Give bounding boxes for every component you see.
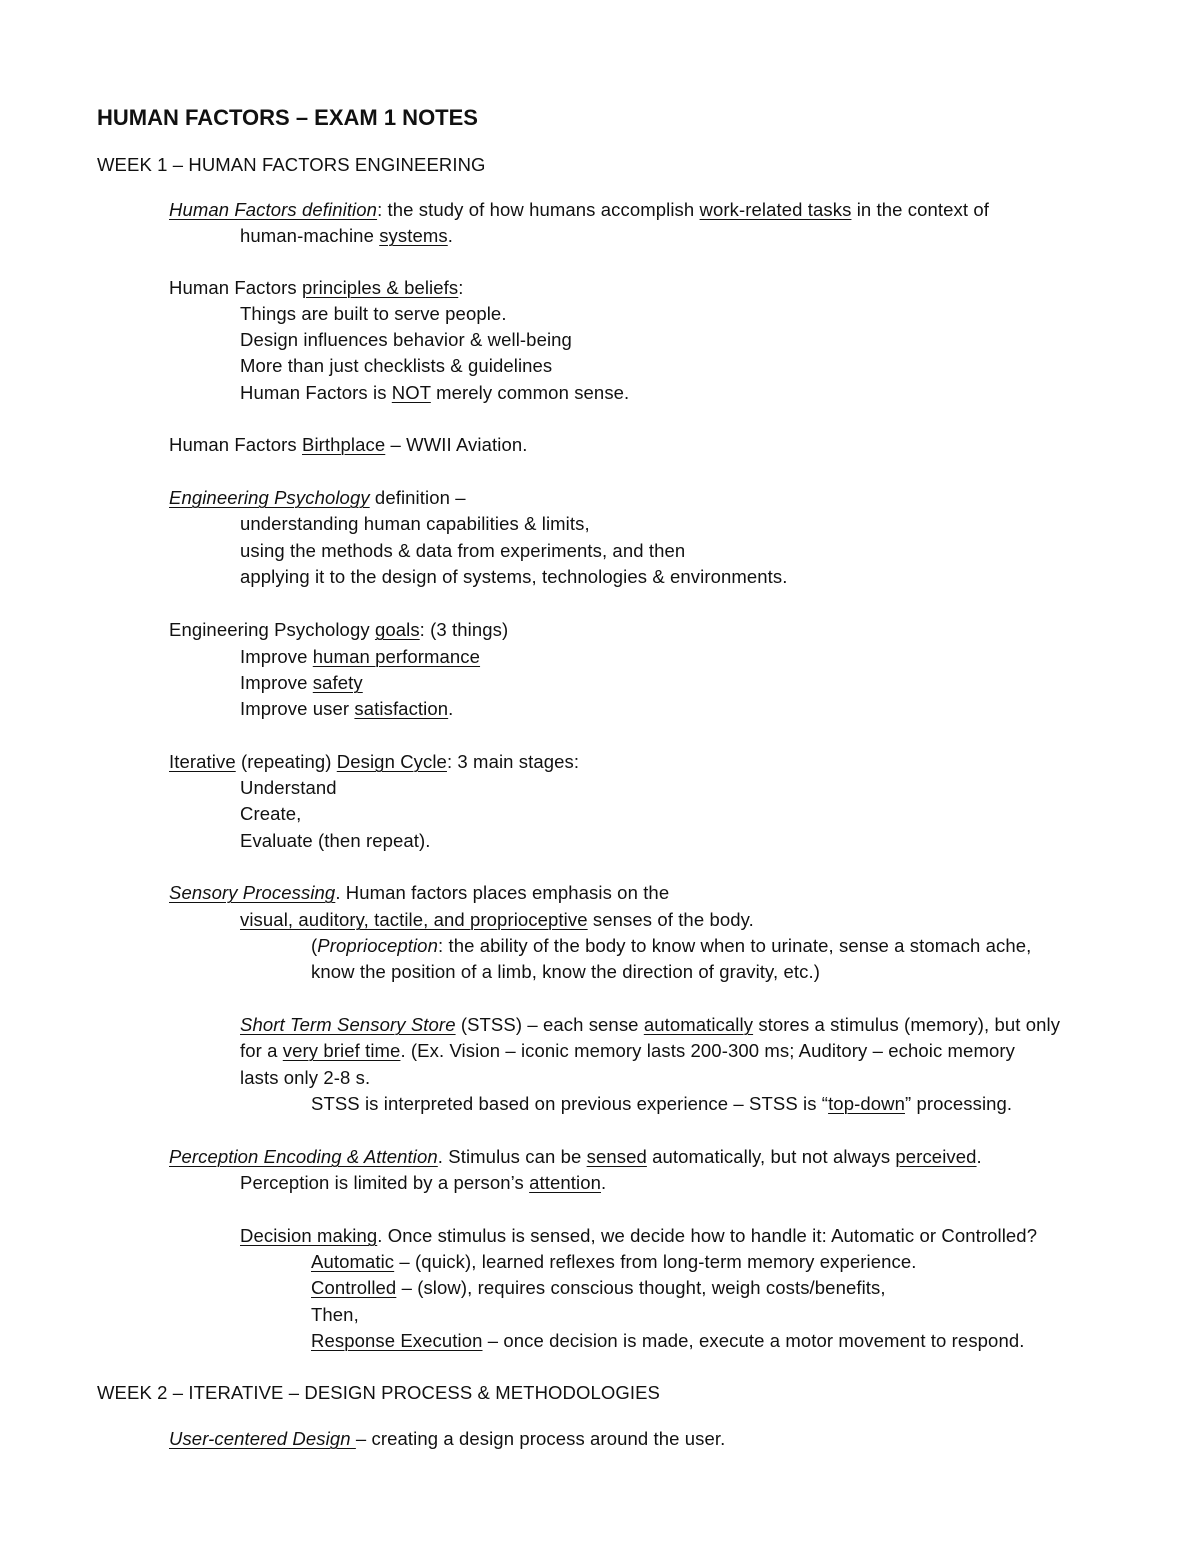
design-cycle-stage: Evaluate (then repeat). xyxy=(240,830,431,851)
stss-line-3: lasts only 2-8 s. xyxy=(240,1067,371,1088)
principle-item: Design influences behavior & well-being xyxy=(240,329,572,350)
ep-goal-item: Improve user satisfaction. xyxy=(240,698,454,719)
ep-goal-item: Improve safety xyxy=(240,672,363,693)
decision-then: Then, xyxy=(311,1304,359,1325)
sensory-heading: Sensory Processing. Human factors places emphasis on the xyxy=(169,882,670,903)
perception-term: Perception Encoding & Attention xyxy=(169,1146,438,1167)
week2-heading: WEEK 2 – ITERATIVE – DESIGN PROCESS & METHODOLOGIES xyxy=(97,1382,660,1403)
perception-heading: Perception Encoding & Attention. Stimulus can be sensed automatically, but not always perceived. xyxy=(169,1146,982,1167)
principle-item: Things are built to serve people. xyxy=(240,303,507,324)
hf-definition-line-2: human-machine systems. xyxy=(240,225,453,246)
perception-line-2: Perception is limited by a person’s attention. xyxy=(240,1172,607,1193)
ucd-term: User-centered Design xyxy=(169,1428,356,1449)
stss-line-4: STSS is interpreted based on previous experience – STSS is “top-down” processing. xyxy=(311,1093,1013,1114)
principle-item: More than just checklists & guidelines xyxy=(240,355,553,376)
design-cycle-stage: Create, xyxy=(240,803,302,824)
ep-definition-heading: Engineering Psychology definition – xyxy=(169,487,466,508)
stss-line-2: for a very brief time. (Ex. Vision – iconic memory lasts 200-300 ms; Auditory – echoic memory xyxy=(240,1040,1015,1061)
principles-heading: Human Factors principles & beliefs: xyxy=(169,277,464,298)
ep-goals-heading: Engineering Psychology goals: (3 things) xyxy=(169,619,509,640)
design-cycle-stage: Understand xyxy=(240,777,337,798)
proprioception-term: Proprioception xyxy=(317,935,438,956)
ep-definition-item: applying it to the design of systems, technologies & environments. xyxy=(240,566,788,587)
hf-definition-term: Human Factors definition xyxy=(169,199,378,220)
hf-work-related-tasks: work-related tasks xyxy=(699,199,852,220)
ep-definition-term: Engineering Psychology xyxy=(169,487,370,508)
stss-line: Short Term Sensory Store (STSS) – each sense automatically stores a stimulus (memory), but only xyxy=(240,1014,1061,1035)
ep-definition-item: understanding human capabilities & limits, xyxy=(240,513,590,534)
ep-goals-term: goals xyxy=(374,619,420,640)
birthplace-line: Human Factors Birthplace – WWII Aviation. xyxy=(169,434,528,455)
design-cycle-term: Design Cycle xyxy=(336,751,447,772)
decision-term: Decision making xyxy=(240,1225,378,1246)
iterative-term: Iterative xyxy=(169,751,236,772)
ep-goal-item: Improve human performance xyxy=(240,646,481,667)
principle-not: NOT xyxy=(391,382,431,403)
hf-definition-line: Human Factors definition: the study of how humans accomplish work-related tasks in the context of xyxy=(169,199,990,220)
ep-definition-item: using the methods & data from experiments, and then xyxy=(240,540,686,561)
week1-heading: WEEK 1 – HUMAN FACTORS ENGINEERING xyxy=(97,154,486,175)
page-title: HUMAN FACTORS – EXAM 1 NOTES xyxy=(97,105,478,130)
design-cycle-heading: Iterative (repeating) Design Cycle: 3 main stages: xyxy=(169,751,580,772)
proprioception-line-2: know the position of a limb, know the direction of gravity, etc.) xyxy=(311,961,820,982)
decision-response: Response Execution – once decision is made, execute a motor movement to respond. xyxy=(311,1330,1025,1351)
principle-item: Human Factors is NOT merely common sense. xyxy=(240,382,630,403)
principles-term: principles & beliefs xyxy=(302,277,459,298)
stss-term: Short Term Sensory Store xyxy=(240,1014,456,1035)
proprioception-line: (Proprioception: the ability of the body to know when to urinate, sense a stomach ache, xyxy=(311,935,1032,956)
decision-automatic: Automatic – (quick), learned reflexes from long-term memory experience. xyxy=(311,1251,917,1272)
hf-systems: systems xyxy=(379,225,448,246)
ucd-line: User-centered Design – creating a design process around the user. xyxy=(169,1428,726,1449)
birthplace-term: Birthplace xyxy=(302,434,386,455)
sensory-term: Sensory Processing xyxy=(169,882,336,903)
decision-controlled: Controlled – (slow), requires conscious thought, weigh costs/benefits, xyxy=(311,1277,886,1298)
sensory-senses-line: visual, auditory, tactile, and proprioceptive senses of the body. xyxy=(240,909,754,930)
decision-heading: Decision making. Once stimulus is sensed, we decide how to handle it: Automatic or Controlled? xyxy=(240,1225,1038,1246)
